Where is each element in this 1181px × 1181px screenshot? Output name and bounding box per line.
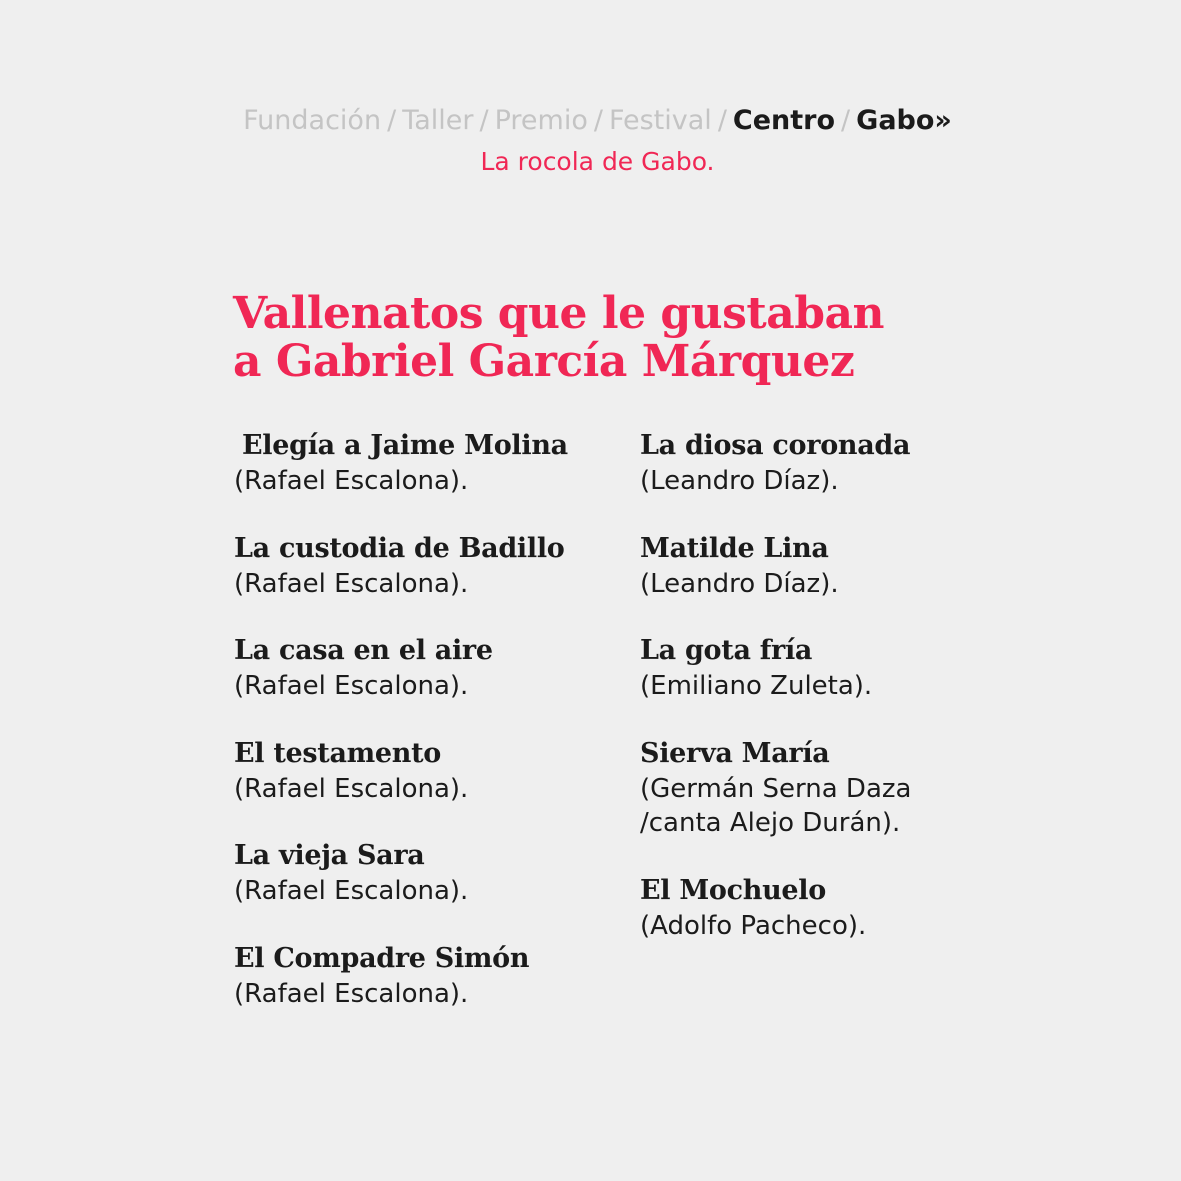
song-title: El Mochuelo [640,874,826,906]
breadcrumb-item-centro[interactable]: Centro [732,105,836,136]
song-item [640,873,1040,976]
song-item [234,838,634,941]
song-item [640,428,1040,531]
song-author: (Rafael Escalona). [234,671,469,702]
song-author: (Rafael Escalona). [234,466,469,496]
breadcrumb-item-gabo[interactable]: Gabo» [856,105,952,136]
breadcrumb-item-festival[interactable]: Festival [608,105,712,136]
song-title: La casa en el aire [234,635,493,667]
song-item [640,633,1040,736]
tagline: La rocola de Gabo. [480,147,715,176]
song-title: La vieja Sara [234,840,425,872]
song-item [234,633,634,736]
breadcrumb-item-premio[interactable]: Premio [494,105,588,136]
page-title-line-2: a Gabriel García Márquez [233,336,855,387]
song-item [640,531,1040,634]
page-title-line-1: Vallenatos que le gustaban [233,288,885,339]
song-title: La gota fría [640,635,813,667]
song-title: Sierva María [640,737,830,769]
song-author-line-2: /canta Alejo Durán). [640,807,901,838]
breadcrumb-separator: / [841,105,851,136]
breadcrumb [0,102,1181,140]
song-item [640,736,1040,873]
song-title: El testamento [234,737,442,769]
breadcrumb-separator: / [593,105,603,136]
song-item [234,531,634,634]
breadcrumb-separator: / [479,105,489,136]
song-title: La custodia de Badillo [234,532,565,564]
song-title: La diosa coronada [640,430,911,461]
song-item [234,428,634,531]
song-list-right [640,428,1040,975]
song-author-line-1: (Germán Serna Daza [640,773,912,804]
song-author: (Rafael Escalona). [234,978,469,1009]
song-author: (Leandro Díaz). [640,466,839,496]
breadcrumb-item-taller[interactable]: Taller [402,105,474,136]
song-item [234,736,634,839]
song-author: (Rafael Escalona). [234,773,469,804]
song-title: Elegía a Jaime Molina [242,430,568,461]
breadcrumb-separator: / [387,105,397,136]
song-author: (Rafael Escalona). [234,568,469,599]
song-author: (Rafael Escalona). [234,876,469,907]
breadcrumb-item-fundacion[interactable]: Fundación [243,105,382,136]
page-title [233,290,993,386]
song-title: Matilde Lina [640,532,829,564]
song-title: El Compadre Simón [234,942,530,974]
song-author: (Adolfo Pacheco). [640,910,867,941]
song-item [234,941,634,1044]
song-list-left [234,428,634,1044]
breadcrumb-separator: / [717,105,727,136]
song-author: (Emiliano Zuleta). [640,671,873,702]
song-author: (Leandro Díaz). [640,568,839,599]
